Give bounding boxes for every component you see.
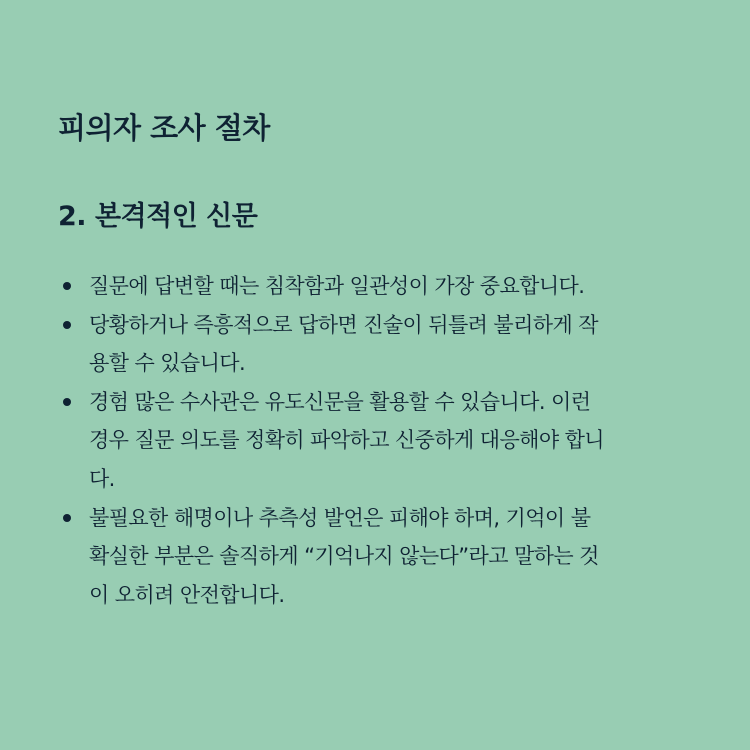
- bullet-item-4: [58, 499, 708, 615]
- bullet-text-line: 용할 수 있습니다.: [89, 351, 246, 376]
- bullet-text-line: 경우 질문 의도를 정확히 파악하고 신중하게 대응해야 합니: [89, 428, 604, 453]
- bullet-item-2: [58, 306, 708, 383]
- section-heading: 2. 본격적인 신문: [58, 201, 258, 232]
- bullet-text-line: 다.: [89, 466, 115, 491]
- bullet-dot-icon: [63, 398, 71, 406]
- bullet-item-1: [58, 267, 708, 306]
- bullet-text-line: 이 오히려 안전합니다.: [89, 582, 285, 607]
- bullet-text-line: 당황하거나 즉흥적으로 답하면 진술이 뒤틀려 불리하게 작: [89, 312, 598, 337]
- bullet-text-line: 확실한 부분은 솔직하게 “기억나지 않는다”라고 말하는 것: [89, 544, 599, 569]
- page-title: 피의자 조사 절차: [58, 111, 270, 145]
- bullet-list: [58, 267, 708, 614]
- bullet-dot-icon: [63, 321, 71, 329]
- bullet-dot-icon: [63, 514, 71, 522]
- bullet-item-3: [58, 383, 708, 499]
- bullet-text-line: 불필요한 해명이나 추측성 발언은 피해야 하며, 기억이 불: [89, 505, 591, 530]
- bullet-text-line: 경험 많은 수사관은 유도신문을 활용할 수 있습니다. 이런: [89, 389, 591, 414]
- bullet-text-line: 질문에 답변할 때는 침착함과 일관성이 가장 중요합니다.: [89, 274, 585, 298]
- bullet-dot-icon: [63, 282, 71, 290]
